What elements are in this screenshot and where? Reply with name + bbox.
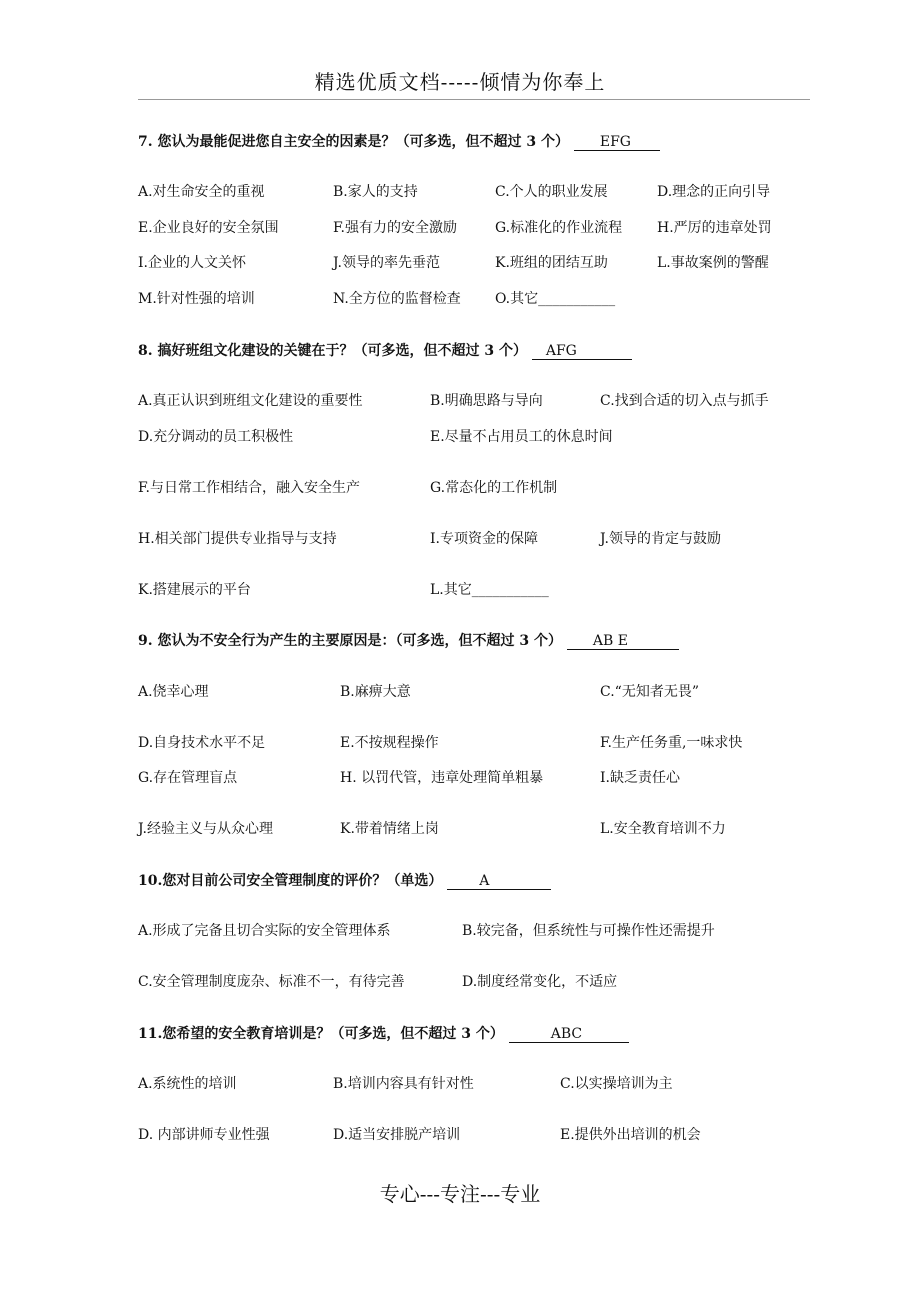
q7-option-l: L.事故案例的警醒 bbox=[657, 255, 769, 271]
q11-option-c: C.以实操培训为主 bbox=[560, 1076, 673, 1092]
q9-option-d: D.自身技术水平不足 bbox=[138, 735, 266, 751]
question-10 bbox=[138, 870, 551, 890]
header-divider bbox=[138, 99, 810, 100]
question-9-text: 9. 您认为不安全行为产生的主要原因是：（可多选，但不超过 3 个） bbox=[138, 633, 562, 649]
q8-option-d: D.充分调动的员工积极性 bbox=[138, 429, 294, 445]
q9-option-f: F.生产任务重,一味求快 bbox=[600, 735, 743, 751]
q8-option-b: B.明确思路与导向 bbox=[430, 393, 543, 409]
question-10-answer: A bbox=[447, 873, 551, 890]
q7-option-a: A.对生命安全的重视 bbox=[138, 184, 265, 200]
q7-option-m: M.针对性强的培训 bbox=[138, 291, 255, 307]
q9-option-a: A.侥幸心理 bbox=[138, 684, 209, 700]
q7-option-n: N.全方位的监督检查 bbox=[333, 291, 461, 307]
q8-option-e: E.尽量不占用员工的休息时间 bbox=[430, 429, 613, 445]
page-header: 精选优质文档-----倾情为你奉上 bbox=[314, 70, 606, 94]
q7-option-c: C.个人的职业发展 bbox=[495, 184, 608, 200]
question-7-answer: EFG bbox=[574, 134, 660, 151]
q10-option-b: B.较完备，但系统性与可操作性还需提升 bbox=[462, 923, 715, 939]
q9-option-k: K.带着情绪上岗 bbox=[340, 821, 439, 837]
q10-option-a: A.形成了完备且切合实际的安全管理体系 bbox=[138, 923, 391, 939]
question-9 bbox=[138, 630, 679, 650]
q8-option-i: I.专项资金的保障 bbox=[430, 531, 538, 547]
q7-option-j: J.领导的率先垂范 bbox=[333, 255, 440, 271]
q10-option-d: D.制度经常变化，不适应 bbox=[462, 974, 618, 990]
question-7 bbox=[138, 131, 660, 151]
q9-option-g: G.存在管理盲点 bbox=[138, 770, 238, 786]
q7-option-d: D.理念的正向引导 bbox=[657, 184, 771, 200]
question-8-answer: AFG bbox=[532, 343, 632, 360]
page-footer: 专心---专注---专业 bbox=[379, 1182, 541, 1206]
q7-option-g: G.标准化的作业流程 bbox=[495, 220, 623, 236]
q10-option-c: C.安全管理制度庞杂、标准不一，有待完善 bbox=[138, 974, 405, 990]
q8-option-k: K.搭建展示的平台 bbox=[138, 582, 251, 598]
question-11 bbox=[138, 1023, 629, 1043]
q7-option-h: H.严厉的违章处罚 bbox=[657, 220, 772, 236]
question-7-text: 7. 您认为最能促进您自主安全的因素是？（可多选，但不超过 3 个） bbox=[138, 134, 569, 150]
q7-option-f: F.强有力的安全激励 bbox=[333, 220, 457, 236]
q11-option-d-2: D.适当安排脱产培训 bbox=[333, 1127, 461, 1143]
question-8 bbox=[138, 340, 632, 360]
q9-option-j: J.经验主义与从众心理 bbox=[138, 821, 273, 837]
q8-option-c: C.找到合适的切入点与抓手 bbox=[600, 393, 769, 409]
question-10-text: 10.您对目前公司安全管理制度的评价？（单选） bbox=[138, 873, 443, 889]
q11-option-d: D. 内部讲师专业性强 bbox=[138, 1127, 270, 1143]
q8-option-h: H.相关部门提供专业指导与支持 bbox=[138, 531, 337, 547]
q11-option-a: A.系统性的培训 bbox=[138, 1076, 237, 1092]
q7-option-i: I.企业的人文关怀 bbox=[138, 255, 246, 271]
question-11-text: 11.您希望的安全教育培训是？（可多选，但不超过 3 个） bbox=[138, 1026, 504, 1042]
q8-option-a: A.真正认识到班组文化建设的重要性 bbox=[138, 393, 363, 409]
q7-option-k: K.班组的团结互助 bbox=[495, 255, 608, 271]
q11-option-b: B.培训内容具有针对性 bbox=[333, 1076, 474, 1092]
q8-option-g: G.常态化的工作机制 bbox=[430, 480, 558, 496]
q11-option-e: E.提供外出培训的机会 bbox=[560, 1127, 701, 1143]
q7-option-e: E.企业良好的安全氛围 bbox=[138, 220, 279, 236]
q9-option-h: H. 以罚代管，违章处理简单粗暴 bbox=[340, 770, 544, 786]
q8-option-f: F.与日常工作相结合，融入安全生产 bbox=[138, 480, 360, 496]
q9-option-b: B.麻痹大意 bbox=[340, 684, 411, 700]
q9-option-c: C.“无知者无畏” bbox=[600, 684, 699, 700]
q7-option-b: B.家人的支持 bbox=[333, 184, 418, 200]
question-8-text: 8. 搞好班组文化建设的关键在于？（可多选，但不超过 3 个） bbox=[138, 343, 527, 359]
q8-option-l: L.其它___________ bbox=[430, 582, 549, 598]
q9-option-e: E.不按规程操作 bbox=[340, 735, 439, 751]
question-11-answer: ABC bbox=[509, 1026, 629, 1043]
q9-option-i: I.缺乏责任心 bbox=[600, 770, 680, 786]
question-9-answer: AB E bbox=[567, 633, 679, 650]
q8-option-j: J.领导的肯定与鼓励 bbox=[600, 531, 721, 547]
q7-option-o: O.其它___________ bbox=[495, 291, 616, 307]
q9-option-l: L.安全教育培训不力 bbox=[600, 821, 726, 837]
